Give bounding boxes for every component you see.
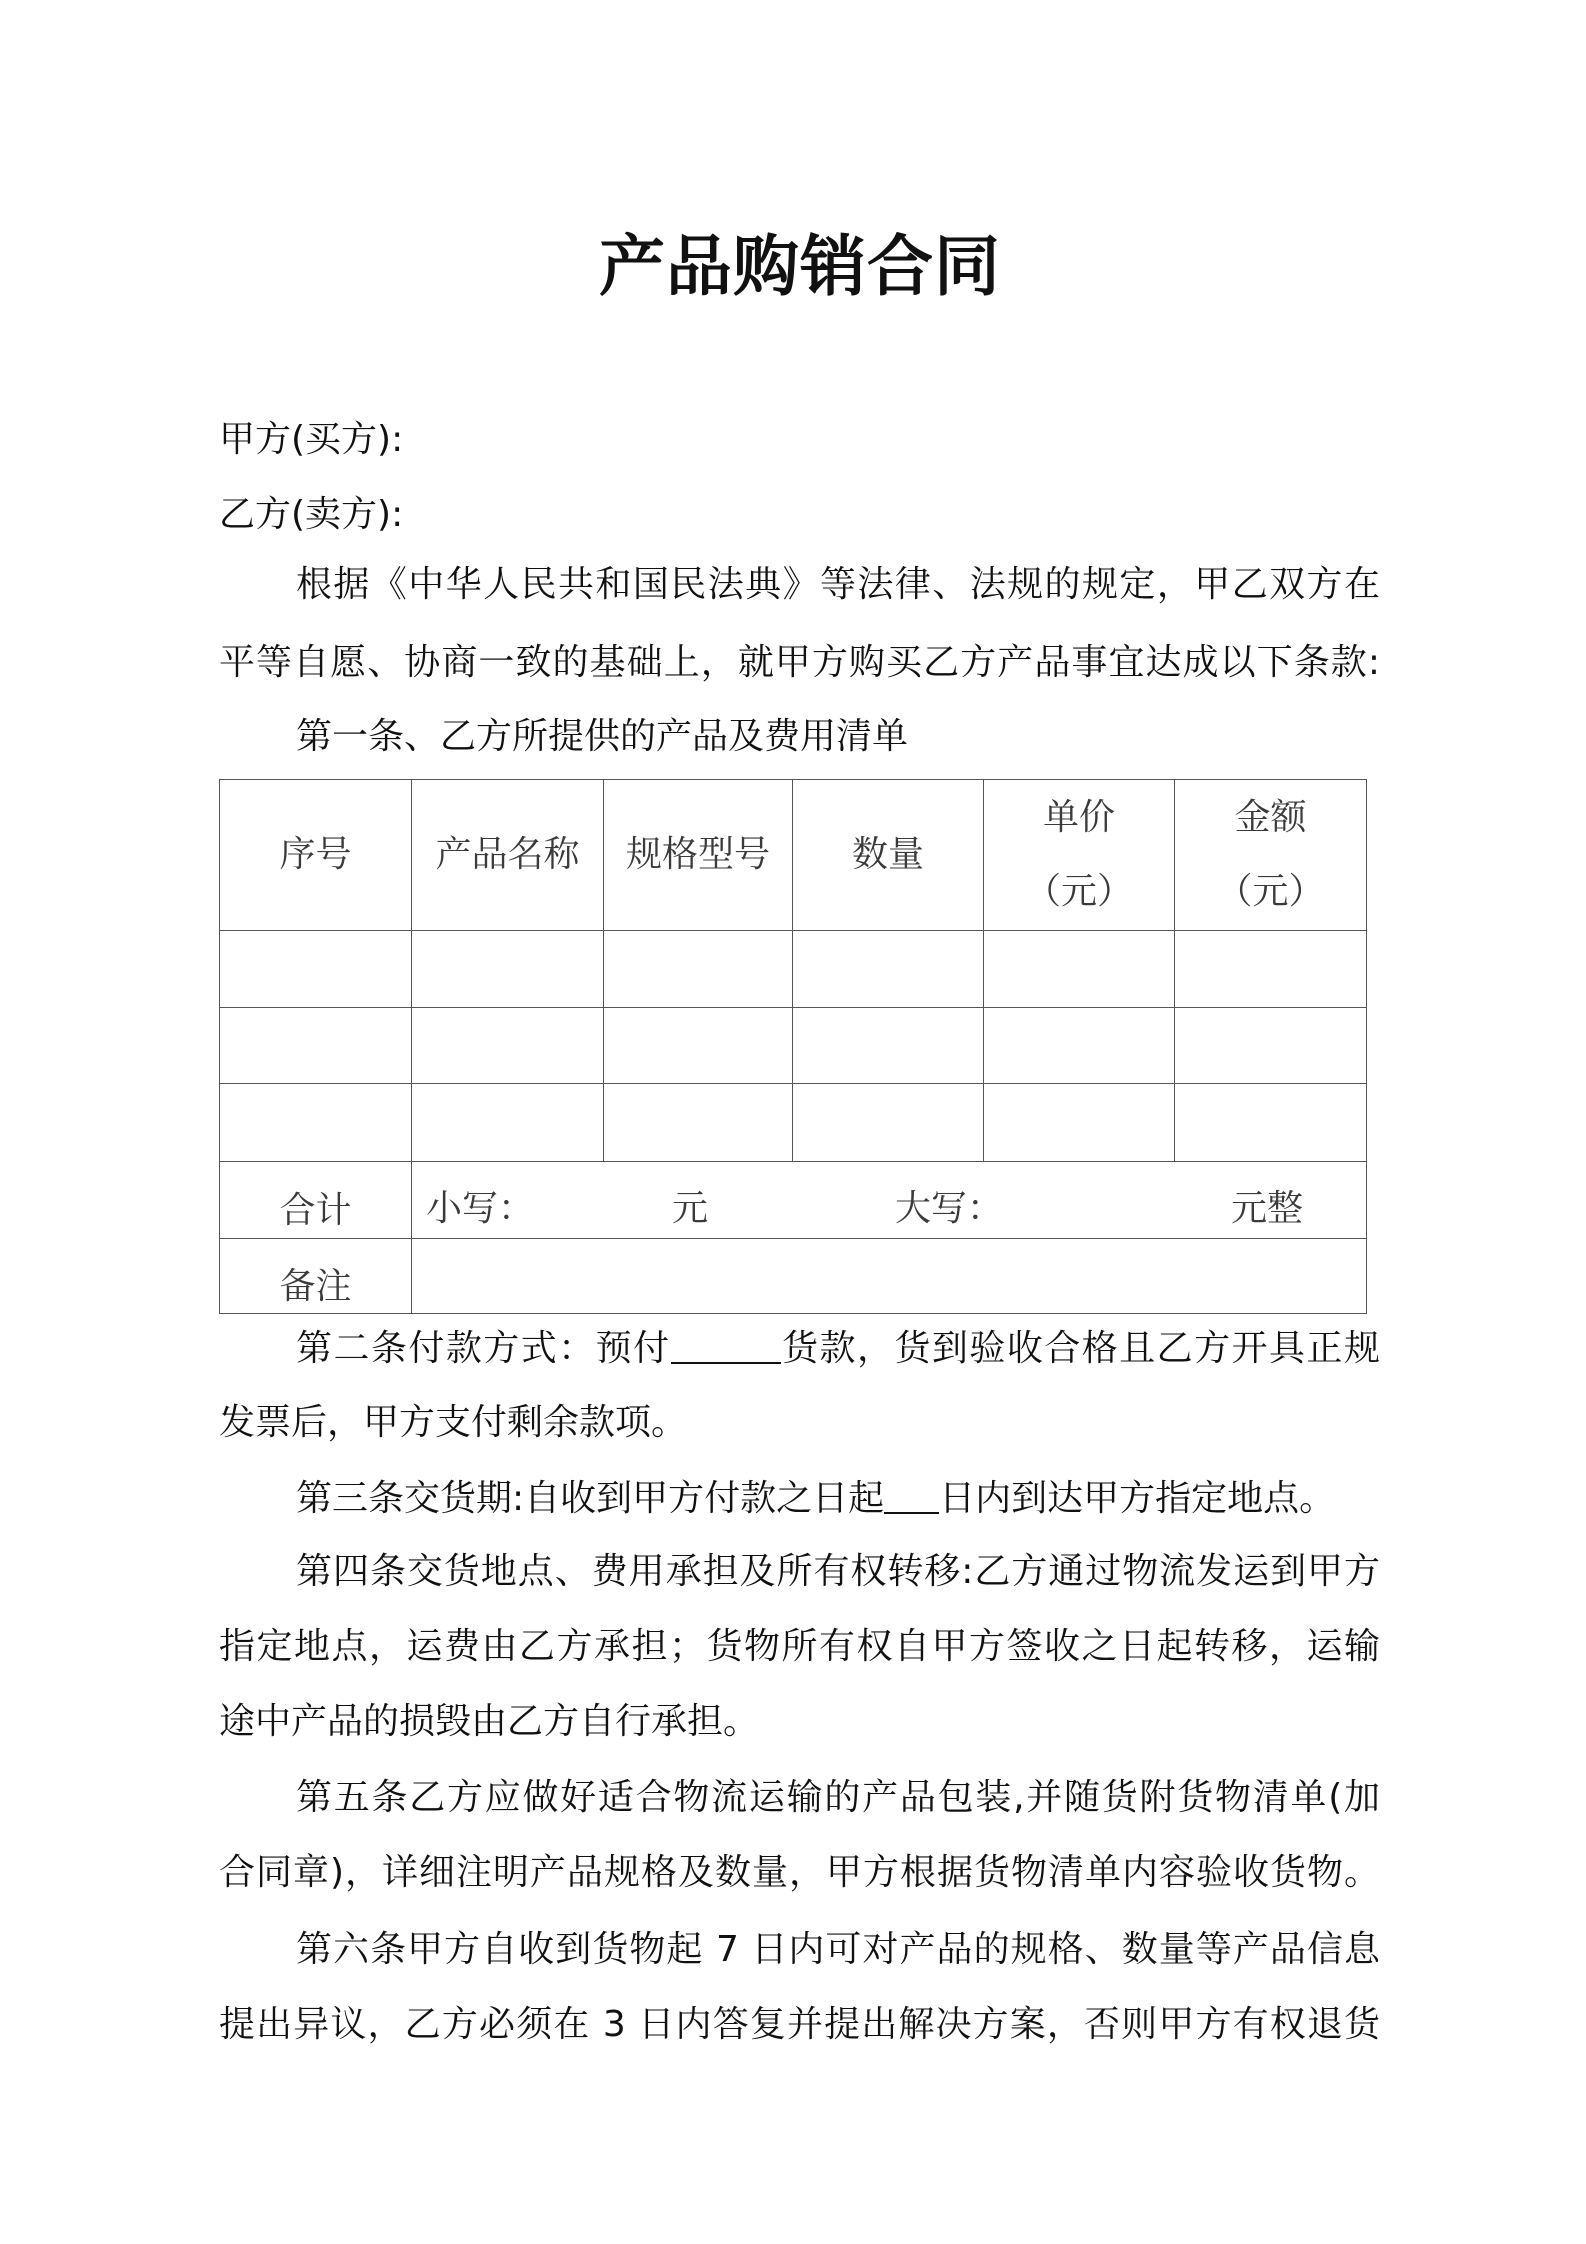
table-cell — [220, 931, 412, 1008]
header-cell-quantity: 数量 — [793, 780, 984, 931]
table-cell — [604, 1084, 793, 1162]
table-row — [220, 1008, 1367, 1084]
table-cell — [412, 931, 604, 1008]
article-2-text-before-blank: 第二条付款方式：预付 — [296, 1328, 671, 1369]
total-amount-fields — [412, 1162, 1366, 1238]
header-cell-amount: 金额 （元） — [1175, 780, 1367, 931]
table-cell — [793, 1008, 984, 1084]
article-2-text-after-blank: 货款，货到验收合格且乙方开具正规 — [780, 1328, 1380, 1369]
upper-case-unit: 元整 — [1231, 1188, 1304, 1229]
article-3-text-after-blank: 日内到达甲方指定地点。 — [939, 1478, 1336, 1519]
article-4-line-2: 指定地点，运费由乙方承担；货物所有权自甲方签收之日起转移，运输 — [219, 1626, 1380, 1667]
article-6-line-1: 第六条甲方自收到货物起 7 日内可对产品的规格、数量等产品信息 — [296, 1929, 1380, 1970]
remarks-value — [412, 1239, 1367, 1314]
upper-case-label: 大写： — [895, 1188, 1004, 1229]
table-remarks-row — [220, 1239, 1367, 1314]
party-b-label: 乙方(卖方): — [219, 494, 404, 535]
lower-case-label: 小写： — [426, 1188, 535, 1229]
article-6-line-2: 提出异议，乙方必须在 3 日内答复并提出解决方案，否则甲方有权退货 — [219, 2004, 1380, 2045]
table-cell — [604, 1008, 793, 1084]
table-cell — [1175, 1084, 1367, 1162]
advance-payment-blank — [671, 1326, 781, 1364]
article-4-line-1: 第四条交货地点、费用承担及所有权转移:乙方通过物流发运到甲方 — [296, 1551, 1380, 1592]
table-cell — [604, 931, 793, 1008]
lower-case-unit: 元 — [672, 1188, 709, 1229]
header-cell-specification: 规格型号 — [604, 780, 793, 931]
total-amount-cell — [412, 1162, 1367, 1239]
preamble-line-1: 根据《中华人民共和国民法典》等法律、法规的规定，甲乙双方在 — [296, 564, 1380, 605]
table-row — [220, 1084, 1367, 1162]
article-5-line-2: 合同章)，详细注明产品规格及数量，甲方根据货物清单内容验收货物。 — [219, 1852, 1380, 1893]
table-cell — [793, 1084, 984, 1162]
table-cell — [412, 1084, 604, 1162]
header-cell-index: 序号 — [220, 780, 412, 931]
table-cell — [412, 1008, 604, 1084]
document-title: 产品购销合同 — [599, 228, 1001, 305]
party-a-label: 甲方(买方): — [219, 419, 404, 460]
table-header-row — [220, 780, 1367, 931]
table-cell — [984, 931, 1175, 1008]
article-3-text-before-blank: 第三条交货期:自收到甲方付款之日起 — [296, 1478, 885, 1519]
table-total-row — [220, 1162, 1367, 1239]
table-cell — [984, 1084, 1175, 1162]
table-cell — [793, 931, 984, 1008]
header-cell-product-name: 产品名称 — [412, 780, 604, 931]
delivery-days-blank — [884, 1476, 939, 1514]
article-1-heading: 第一条、乙方所提供的产品及费用清单 — [296, 716, 909, 757]
product-fee-table — [219, 779, 1367, 1314]
table-cell — [1175, 1008, 1367, 1084]
header-cell-unit-price: 单价 （元） — [984, 780, 1175, 931]
table-cell — [1175, 931, 1367, 1008]
article-2-line-2: 发票后，甲方支付剩余款项。 — [219, 1402, 688, 1443]
article-3-line-1 — [219, 1476, 1380, 1520]
table-cell — [220, 1084, 412, 1162]
table-cell — [984, 1008, 1175, 1084]
total-label: 合计 — [220, 1162, 412, 1239]
article-4-line-3: 途中产品的损毁由乙方自行承担。 — [219, 1701, 760, 1742]
article-5-line-1: 第五条乙方应做好适合物流运输的产品包装,并随货附货物清单(加 — [296, 1777, 1380, 1818]
table-row — [220, 931, 1367, 1008]
article-2-line-1 — [219, 1326, 1380, 1370]
remarks-label: 备注 — [220, 1239, 412, 1314]
preamble-line-2: 平等自愿、协商一致的基础上，就甲方购买乙方产品事宜达成以下条款: — [219, 642, 1380, 683]
table-cell — [220, 1008, 412, 1084]
